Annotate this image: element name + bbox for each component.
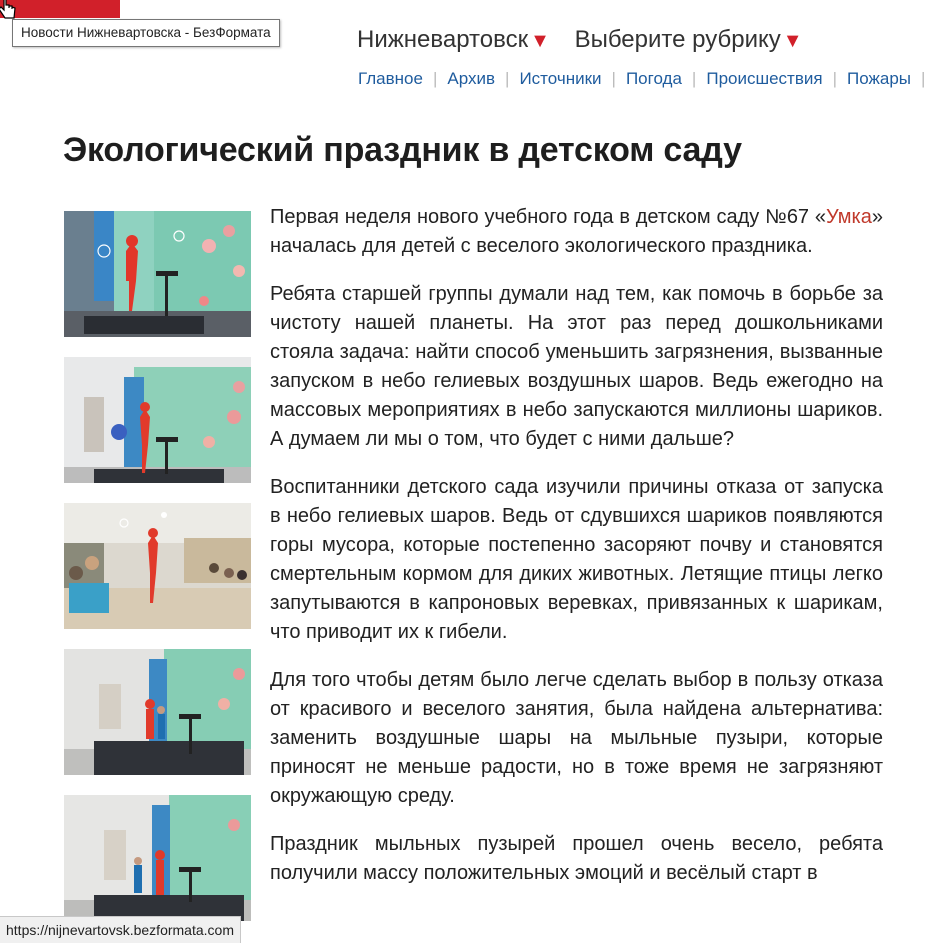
main-nav	[358, 69, 935, 89]
site-logo-bar[interactable]	[0, 0, 120, 18]
article-title: Экологический праздник в детском саду	[63, 131, 742, 169]
photo-gallery	[64, 211, 251, 941]
photo-children-stage[interactable]	[64, 649, 251, 775]
article-text: Первая неделя нового учебного года в детском саду №67 «	[270, 206, 826, 228]
dropdown-arrow-icon: ▼	[530, 30, 550, 52]
rubric-select[interactable]	[575, 26, 803, 54]
link-tooltip: Новости Нижневартовска - БезФормата	[12, 19, 280, 47]
kindergarten-link[interactable]: Умка	[826, 206, 872, 228]
nav-item-archive[interactable]: Архив	[447, 69, 496, 88]
article-body	[270, 203, 883, 907]
nav-item-incidents[interactable]: Происшествия	[706, 69, 823, 88]
photo-hall-audience[interactable]	[64, 503, 251, 629]
dropdown-arrow-icon: ▼	[782, 30, 803, 52]
nav-item-weather[interactable]: Погода	[625, 69, 682, 88]
article-paragraph: Ребята старшей группы думали над тем, как помочь в борьбе за чистоту нашей планеты. На этот раз перед дошкольниками стояла задача: найти способ уменьшить загрязнения, вызванные запуском в небо гелиевых воздушных шаров. Ведь ежегодно на массовых мероприятиях в небо запускаются миллионы шариков. А думаем ли мы о том, что будет с ними дальше?	[270, 283, 883, 450]
nav-separator: |	[432, 69, 438, 88]
photo-performer-stage[interactable]	[64, 211, 251, 337]
article-paragraph: Для того чтобы детям было легче сделать выбор в пользу отказа от красивого и веселого занятия, была найдена альтернатива: заменить воздушные шары на мыльные пузыри, которые приносят не меньше радости, но в тоже время не загрязняют окружающую среду.	[270, 669, 883, 807]
rubric-select-label: Выберите рубрику	[574, 26, 781, 53]
nav-item-main[interactable]: Главное	[358, 69, 423, 88]
nav-item-sources[interactable]: Источники	[519, 69, 602, 88]
nav-separator: |	[691, 69, 697, 88]
article-paragraph	[270, 203, 883, 261]
city-select-label: Нижневартовск	[357, 26, 529, 53]
nav-item-fires[interactable]: Пожары	[847, 69, 911, 88]
city-select[interactable]	[357, 26, 550, 54]
nav-separator: |	[611, 69, 616, 88]
header-selectors	[357, 26, 821, 54]
article-text: » началась для детей с веселого экологического праздника.	[270, 206, 883, 257]
hand-cursor-icon	[0, 0, 18, 22]
article-paragraph: Воспитанники детского сада изучили причины отказа от запуска в небо гелиевых шаров. Ведь от сдувшихся шариков появляются горы мусора, которые постепенно засоряют почву и становятся смертельным кормом для диких животных. Летящие птицы легко запутываются в капроновых веревках, привязанных к шарикам, что приводит их к гибели.	[270, 476, 883, 643]
status-bar-url: https://nijnevartovsk.bezformata.com	[0, 916, 241, 943]
photo-children-bubbles[interactable]	[64, 795, 251, 921]
nav-separator: |	[505, 69, 510, 88]
photo-performer-curtains[interactable]	[64, 357, 251, 483]
article-paragraph: Праздник мыльных пузырей прошел очень весело, ребята получили массу положительных эмоций и весёлый старт в	[270, 833, 883, 884]
nav-separator: |	[832, 69, 838, 88]
nav-separator: |	[921, 69, 926, 88]
